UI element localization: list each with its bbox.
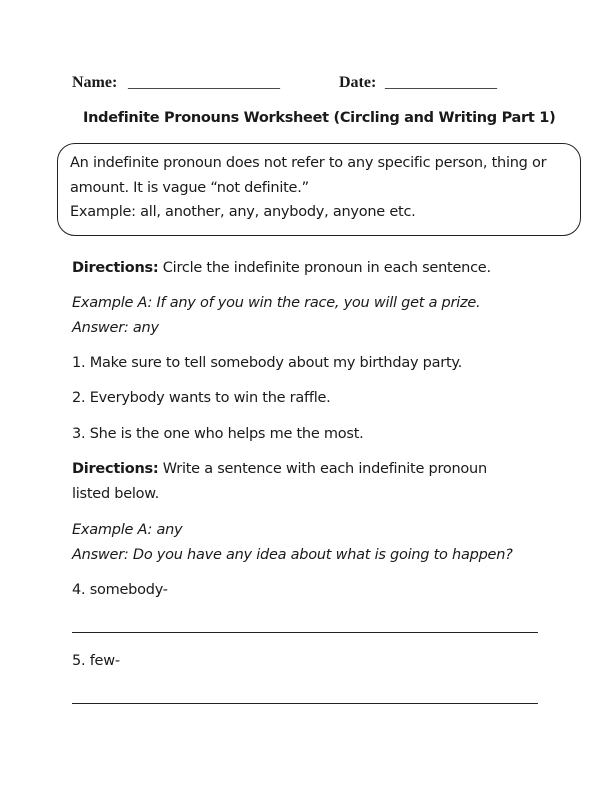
question-2: 2. Everybody wants to win the raffle. — [72, 390, 331, 406]
directions-2-text: Write a sentence with each indefinite pronoun — [158, 461, 487, 477]
answer-line-5[interactable] — [72, 703, 538, 704]
directions-2-line-2: listed below. — [72, 486, 159, 502]
answer-2: Answer: Do you have any idea about what is going to happen? — [72, 547, 513, 563]
name-blank[interactable]: ___________________ — [128, 74, 280, 91]
question-3: 3. She is the one who helps me the most. — [72, 426, 364, 442]
directions-1 — [72, 260, 491, 276]
page-title: Indefinite Pronouns Worksheet (Circling and Writing Part 1) — [83, 110, 556, 126]
directions-1-text: Circle the indefinite pronoun in each sentence. — [158, 260, 491, 276]
definition-line-3: Example: all, another, any, anybody, anyone etc. — [70, 204, 416, 220]
answer-line-4[interactable] — [72, 632, 538, 633]
date-blank[interactable]: ______________ — [385, 74, 497, 91]
directions-2 — [72, 461, 487, 477]
example-1: Example A: If any of you win the race, you will get a prize. — [72, 295, 481, 311]
directions-1-label: Directions: — [72, 260, 159, 276]
question-5: 5. few- — [72, 653, 120, 669]
answer-1: Answer: any — [72, 320, 159, 336]
directions-2-label: Directions: — [72, 461, 159, 477]
question-4: 4. somebody- — [72, 582, 168, 598]
definition-line-2: amount. It is vague “not definite.” — [70, 180, 309, 196]
name-label: Name: — [72, 74, 118, 91]
date-label: Date: — [339, 74, 377, 91]
question-1: 1. Make sure to tell somebody about my birthday party. — [72, 355, 463, 371]
example-2: Example A: any — [72, 522, 183, 538]
definition-line-1: An indefinite pronoun does not refer to any specific person, thing or — [70, 155, 547, 171]
